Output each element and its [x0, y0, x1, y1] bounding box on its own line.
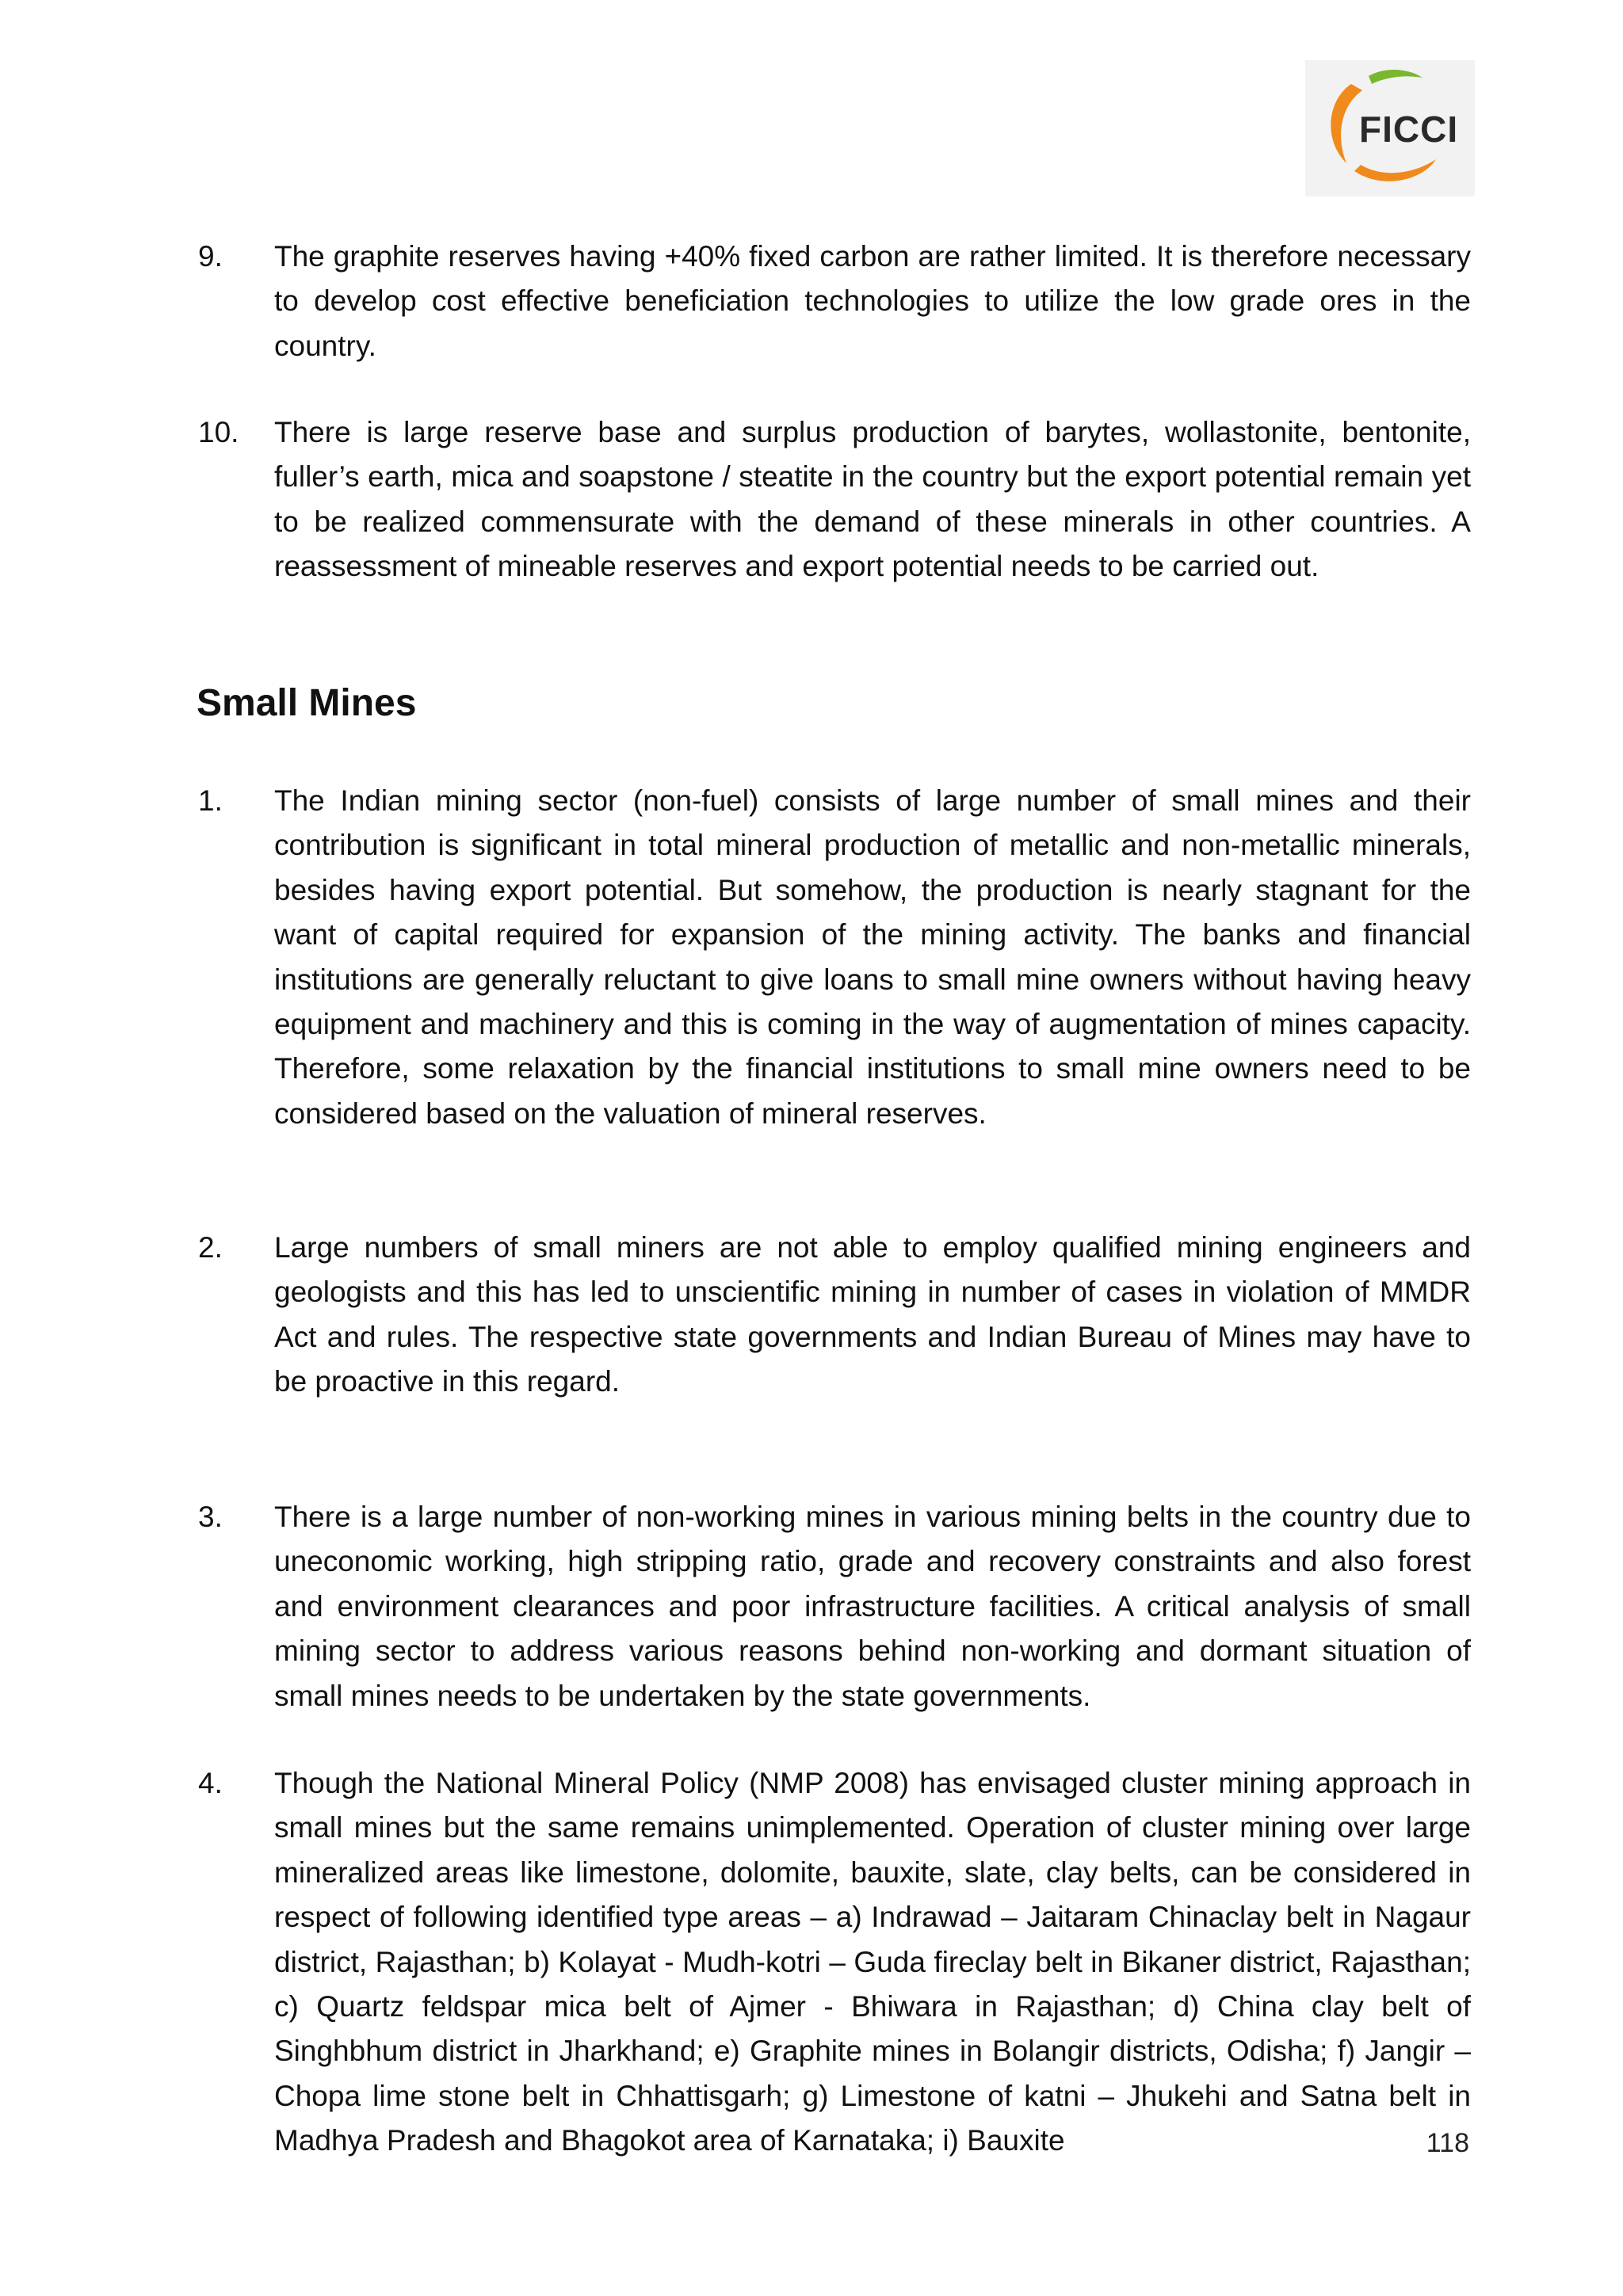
list-item	[198, 779, 1471, 1226]
item-text: There is large reserve base and surplus production of barytes, wollastonite, bentonite, fuller’s earth, mica and soapstone / steatite in the country but the export potential remain yet to be realized commensurate with the demand of these minerals in other countries. A reassessment of mineable reserves and export potential needs to be carried out.	[274, 416, 1471, 583]
list-item	[198, 1761, 1471, 2164]
list-item	[198, 410, 1471, 589]
item-number: 9.	[198, 240, 223, 273]
list-item	[198, 1226, 1471, 1495]
logo-text: FICCI	[1359, 109, 1459, 150]
continued-list	[198, 235, 1471, 589]
item-text: Large numbers of small miners are not able to employ qualified mining engineers and geologists and this has led to unscientific mining in number of cases in violation of MMDR Act and rules. The respective state governments and Indian Bureau of Mines may have to be proactive in this regard.	[274, 1231, 1471, 1398]
small-mines-list	[198, 779, 1471, 2164]
item-text: There is a large number of non-working mines in various mining belts in the country due to uneconomic working, high stripping ratio, grade and recovery constraints and also forest and environment clearances and poor infrastructure facilities. A critical analysis of small mining sector to address various reasons behind non-working and dormant situation of small mines needs to be undertaken by the state governments.	[274, 1501, 1471, 1712]
page-number: 118	[1426, 2128, 1469, 2158]
ficci-logo	[1305, 60, 1475, 196]
item-text: The graphite reserves having +40% fixed carbon are rather limited. It is therefore necessary to develop cost effective beneficiation technologies to utilize the low grade ores in the country.	[274, 240, 1471, 362]
item-text: Though the National Mineral Policy (NMP 2008) has envisaged cluster mining approach in small mines but the same remains unimplemented. Operation of cluster mining over large mineralized areas like limestone, dolomite, bauxite, slate, clay belts, can be considered in respect of following identified type areas – a) Indrawad – Jaitaram Chinaclay belt in Nagaur district, Rajasthan; b) Kolayat - Mudh-kotri – Guda fireclay belt in Bikaner district, Rajasthan; c) Quartz feldspar mica belt of Ajmer - Bhiwara in Rajasthan; d) China clay belt of Singhbhum district in Jharkhand; e) Graphite mines in Bolangir districts, Odisha; f) Jangir – Chopa lime stone belt in Chhattisgarh; g) Limestone of katni – Jhukehi and Satna belt in Madhya Pradesh and Bhagokot area of Karnataka; i) Bauxite	[274, 1767, 1471, 2157]
item-number: 3.	[198, 1501, 223, 1533]
item-number: 4.	[198, 1767, 223, 1799]
list-item	[198, 1495, 1471, 1761]
section-heading: Small Mines	[197, 682, 417, 724]
item-number: 10.	[198, 416, 239, 448]
list-item	[198, 235, 1471, 410]
item-number: 2.	[198, 1231, 223, 1264]
item-number: 1.	[198, 784, 223, 817]
item-text: The Indian mining sector (non-fuel) consists of large number of small mines and their contribution is significant in total mineral production of metallic and non-metallic minerals, besides having export potential. But somehow, the production is nearly stagnant for the want of capital required for expansion of the mining activity. The banks and financial institutions are generally reluctant to give loans to small mine owners without having heavy equipment and machinery and this is coming in the way of augmentation of mines capacity. Therefore, some relaxation by the financial institutions to small mine owners need to be considered based on the valuation of mineral reserves.	[274, 784, 1471, 1130]
